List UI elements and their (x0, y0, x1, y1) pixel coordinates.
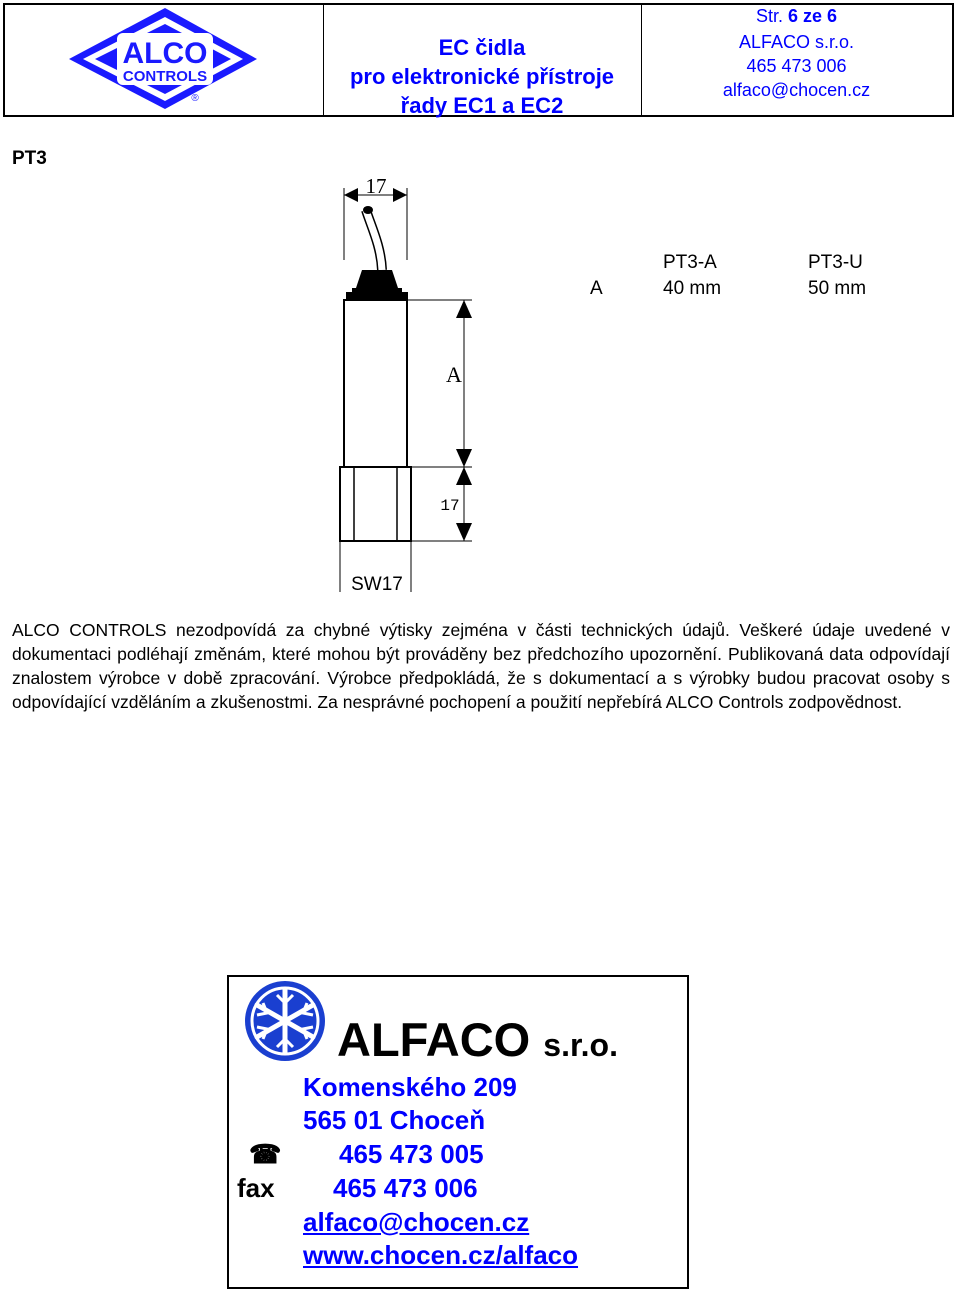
footer-city: 565 01 Choceň (303, 1105, 486, 1135)
document-title (323, 5, 642, 118)
page-of: ze (803, 6, 823, 26)
dimension-a: A (446, 362, 462, 387)
footer-phone: 465 473 005 (339, 1139, 484, 1169)
title-line-3: řady EC1 a EC2 (400, 93, 564, 118)
header-email: alfaco@chocen.cz (722, 80, 871, 100)
telephone-icon: ☎ (249, 1139, 282, 1169)
spec-value-pt3u: 50 mm (808, 278, 867, 299)
hex-size-label: SW17 (351, 574, 403, 595)
page-header (3, 3, 954, 117)
header-contact (641, 5, 952, 115)
page-current: 6 (787, 6, 798, 26)
footer-web-link[interactable]: www.chocen.cz/alfaco (303, 1240, 579, 1270)
spec-header-pt3u: PT3-U (808, 252, 863, 273)
logo-text-top: ALCO (122, 37, 208, 70)
dimension-hex: 17 (440, 497, 460, 515)
alfaco-logo-icon (243, 979, 327, 1063)
page-prefix: Str. (755, 6, 783, 26)
registered-mark: ® (191, 93, 199, 104)
spec-value-pt3a: 40 mm (663, 278, 722, 299)
title-line-2: pro elektronické přístroje (349, 64, 615, 89)
page-total: 6 (827, 6, 838, 26)
sensor-drawing (0, 160, 520, 610)
page-number (641, 6, 952, 27)
title-line-1: EC čidla (438, 35, 526, 60)
company-suffix: s.r.o. (543, 1027, 618, 1063)
footer-email-link[interactable]: alfaco@chocen.cz (303, 1207, 530, 1237)
footer-fax: 465 473 006 (333, 1173, 478, 1203)
logo-text-bottom: CONTROLS (122, 68, 208, 85)
spec-header-pt3a: PT3-A (663, 252, 717, 273)
logo-cell (5, 5, 324, 115)
fax-label: fax (237, 1173, 275, 1203)
spec-row-label: A (590, 278, 603, 299)
header-company: ALFACO s.r.o. (738, 32, 855, 52)
disclaimer-text: ALCO CONTROLS nezodpovídá za chybné výtisky zejména v části technických údajů. Veškeré údaje uvedené v dokumentaci podléhají změnám, které mohou být prováděny bez předchozího upozornění. Publikovaná data odpovídají znalostem výrobce v době zpracování. Výrobce předpokládá, že s dokumentací a s výrobky budou pracovat osoby s odpovídající vzděláním a zkušenostmi. Za nesprávné pochopení a použití nepřebírá ALCO Controls zodpovědnost. (12, 620, 950, 712)
footer-street: Komenského 209 (303, 1072, 517, 1102)
footer-company-name (337, 1012, 618, 1067)
company-main: ALFACO (337, 1013, 531, 1066)
header-phone: 465 473 006 (746, 56, 847, 76)
section-title: PT3 (12, 148, 47, 169)
alco-controls-logo (5, 5, 323, 115)
company-contact-box (227, 975, 689, 1289)
dimension-top: 17 (365, 174, 387, 198)
